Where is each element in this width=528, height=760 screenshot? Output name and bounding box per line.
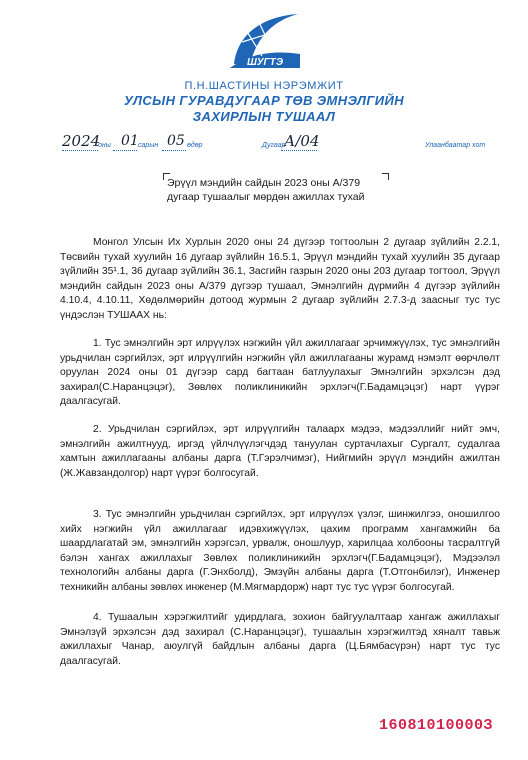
number-label: Дугаар xyxy=(262,142,286,149)
number-underline xyxy=(281,150,317,151)
logo-text: ШУГТЭ xyxy=(246,57,284,68)
order-item-4 xyxy=(60,611,500,669)
year-suffix: оны xyxy=(98,142,111,149)
order-item-text: 1. Тус эмнэлгийн эрт илрүүлэх нэгжийн үйл ажиллагааг эрчимжүүлэх, тус эмнэлгийн урьдчилан сэргийлэх, эрт илрүүлгийн нэгжийн үйл ажиллагааны журамд нэмэлт өөрчлөлт оруулан 2024 оны 01 дүгээр сард багтаан батлуулахыг Эмнэлгийн эрхэлсэн дэд захирал(С.Наранцэцэг), Зөвлөх поликлиникийн эрхлэгч(Г.Бадамцэцэг) нарт үүрэг даалгасугай. xyxy=(60,338,500,408)
order-item-1 xyxy=(60,337,500,410)
hospital-logo xyxy=(228,10,302,72)
subject-bracket-right xyxy=(382,173,389,180)
org-name-line1: П.Н.ШАСТИНЫ НЭРЭМЖИТ xyxy=(184,80,344,92)
handwritten-year: 2024 xyxy=(62,132,101,150)
order-subject xyxy=(167,176,387,208)
month-suffix: сарын xyxy=(138,142,159,149)
document-meta-line xyxy=(0,133,528,155)
order-item-2 xyxy=(60,423,500,481)
subject-line2: дугаар тушаалыг мөрдөн ажиллах тухай xyxy=(167,191,365,203)
handwritten-month: 01 xyxy=(121,133,139,149)
order-item-text: 2. Урьдчилан сэргийлэх, эрт илрүүлгийн талаарх мэдээ, мэдээллийг нийт эмч, эмнэлгийн ажилтнууд, иргэд үйлчлүүлэгчдэд тануулан суртачлахыг Сургалт, судалгаа хамтын ажиллагааны албаны дарга (Т.Гэрэлчимэг), Нийгмийн эрүүл мэндийн ажилтан (Ж.Жавзандолгор) нарт үүрэг болгосугай. xyxy=(60,424,500,479)
order-item-text: 4. Тушаалын хэрэгжилтийг удирдлага, зохион байгуулалтаар хангаж ажиллахыг Эмнэлзүй эрхэлсэн дэд захирал (С.Наранцэцэг), тушаалын хэрэгжилтэд хяналт тавьж ажиллахыг Чанар, аюулгүй байдлын албаны дарга (Ц.Бямбасүрэн) нарт тус тус даалгасугай. xyxy=(60,612,500,667)
month-underline xyxy=(113,150,137,151)
year-underline xyxy=(62,150,98,151)
city-label: Улаанбаатар хот xyxy=(425,142,486,149)
subject-line1: Эрүүл мэндийн сайдын 2023 оны А/379 xyxy=(167,177,361,189)
preamble-text: Монгол Улсын Их Хурлын 2020 оны 24 дүгээр тогтоолын 2 дугаар зүйлийн 2.2.1, Төсвийн тухай хуулийн 16 дугаар зүйлийн 16.5.1, Эрүүл мэндийн тухай хуулийн 35 дугаар зүйлийн 35¹.1, 36 дугаар зүйлийн 36.1, Засгийн газрын 2020 оны 203 дугаар тогтоол, Эрүүл мэндийн сайдын 2023 оны А/379 дүгээр тушаал, Эмнэлгийн дүрмийн 4 дүгээр зүйлийн 4.10.4, 4.10.11, Хөдөлмөрийн дотоод журмын 2 дугаар зүйлийн 2.7.3-д заасныг тус тус үндэслэн ТУШААХ нь: xyxy=(60,237,500,321)
day-underline xyxy=(162,150,186,151)
org-name-line2: УЛСЫН ГУРАВДУГААР ТӨВ ЭМНЭЛГИЙН xyxy=(124,93,404,108)
order-item-3 xyxy=(60,508,500,596)
serial-number: 16081010000З xyxy=(378,717,493,734)
document-type-title: ЗАХИРЛЫН ТУШААЛ xyxy=(192,109,336,124)
order-item-text: 3. Тус эмнэлгийн урьдчилан сэргийлэх, эрт илрүүлэх үзлэг, шинжилгээ, оношилгоо хийх нэгжийн үйл ажиллагааг идэвхижүүлэх, цахим программ хангамжийн ба шаардлагатай эм, эмнэлгийн хэрэгсэл, урвалж, оношлуур, харилцаа холбооны тасралтгүй бэлэн хангах ажиллахыг Зөвлөх поликлиникийн эрхлэгч(Г.Бадамцэцэг), Мэдээлэл технологийн албаны дарга (Г.Энхболд), Эмзүйн албаны дарга (Т.Отгонбилэг), Инженер техникийн албаны зөвлөх инженер (М.Мягмардорж) нарт тус тус үүрэг болгосугай. xyxy=(60,509,500,593)
handwritten-day: 05 xyxy=(167,133,185,149)
handwritten-order-number: А/04 xyxy=(284,132,320,150)
day-suffix: өдөр xyxy=(187,142,203,149)
subject-bracket-left xyxy=(163,173,170,180)
order-preamble xyxy=(60,236,500,324)
